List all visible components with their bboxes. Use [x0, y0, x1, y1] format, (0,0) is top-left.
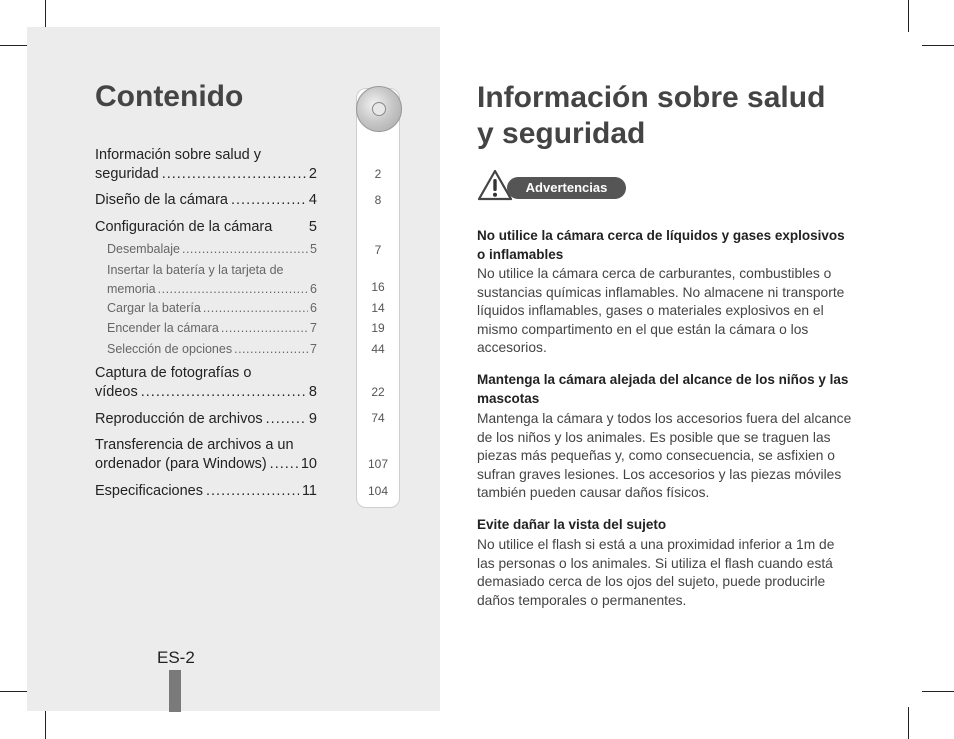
toc-entry-label: Diseño de la cámara — [95, 192, 228, 208]
toc-entry-label: seguridad — [95, 166, 159, 182]
toc-subentry[interactable] — [107, 319, 317, 338]
crop-mark — [922, 691, 954, 692]
section-title — [477, 80, 825, 152]
toc-entry-page: 9 — [308, 411, 317, 427]
section-title-line: y seguridad — [477, 117, 646, 150]
side-page-number: 107 — [367, 457, 389, 471]
toc-subentry[interactable] — [107, 240, 317, 259]
toc-entry-label: Desembalaje — [107, 242, 180, 256]
toc-entry-label: Captura de fotografías o — [95, 365, 252, 381]
crop-mark — [908, 707, 909, 739]
side-page-number: 104 — [367, 484, 389, 498]
toc-entry[interactable] — [95, 146, 317, 184]
toc-entry-page: 6 — [310, 282, 317, 296]
side-page-number: 74 — [371, 411, 385, 425]
warning-label: Advertencias — [507, 177, 626, 199]
side-page-number: 22 — [371, 385, 385, 399]
toc-entry-page: 2 — [308, 166, 317, 182]
toc-entry-page: 7 — [310, 342, 317, 356]
toc-entry[interactable] — [95, 191, 317, 210]
toc-entry-page: 8 — [308, 384, 317, 400]
section-heading: Mantenga la cámara alejada del alcance de los niños y las mascotas — [477, 372, 849, 406]
page-index-strip — [356, 88, 400, 508]
page-title: Contenido — [95, 80, 244, 113]
toc-entry-page: 7 — [310, 321, 317, 335]
toc-entry-label: ordenador (para Windows) — [95, 456, 267, 472]
toc-entry[interactable] — [95, 482, 317, 501]
side-page-number: 14 — [371, 301, 385, 315]
toc-entry-page: 10 — [300, 456, 317, 472]
section-body: No utilice el flash si está a una proximidad inferior a 1m de las personas o los animales. Si utiliza el flash cuando está demasiado cerca de los ojos del sujeto, puede producirle daños temporales o permanentes. — [477, 537, 835, 608]
toc-entry-label: Configuración de la cámara — [95, 219, 273, 235]
page-marker-bar — [169, 670, 181, 712]
section-body: Mantenga la cámara y todos los accesorios fuera del alcance de los niños y los animales. Es posible que se traguen las piezas más pequeñas y, como consecuencia, se asfixien o sufran graves lesiones. Los accesorios y las piezas móviles también pueden causar daños físicos. — [477, 411, 852, 500]
toc-entry-page: 5 — [308, 219, 317, 235]
toc-entry-page: 11 — [301, 483, 317, 499]
toc-entry-label: Cargar la batería — [107, 301, 201, 315]
section-body: No utilice la cámara cerca de carburantes, combustibles o sustancias químicas inflamables. No almacene ni transporte líquidos inflamables, gases o materiales explosivos en el mismo compartimento en el que están la cámara o los accesorios. — [477, 266, 845, 355]
side-page-number: 16 — [371, 280, 385, 294]
side-page-number: 8 — [374, 193, 382, 207]
toc-entry-page: 6 — [310, 301, 317, 315]
side-page-number: 44 — [371, 342, 385, 356]
section-heading: Evite dañar la vista del sujeto — [477, 517, 667, 532]
toc-entry-label: Transferencia de archivos a un — [95, 437, 294, 453]
toc-entry-page: 4 — [308, 192, 317, 208]
section-heading: No utilice la cámara cerca de líquidos y gases explosivos o inflamables — [477, 228, 845, 262]
crop-mark — [45, 707, 46, 739]
toc-entry-label: Selección de opciones — [107, 342, 233, 356]
toc-entry[interactable] — [95, 218, 317, 237]
side-page-number: 2 — [374, 167, 382, 181]
toc-entry-page: 5 — [310, 242, 317, 256]
crop-mark — [922, 45, 954, 46]
toc-subentry[interactable] — [107, 261, 317, 299]
toc-entry-label: memoria — [107, 282, 156, 296]
toc-entry-label: Información sobre salud y — [95, 147, 262, 163]
section-title-line: Información sobre salud — [477, 81, 826, 114]
page-number: ES-2 — [157, 648, 195, 667]
side-page-number: 7 — [374, 243, 382, 257]
toc-subentry[interactable] — [107, 340, 317, 359]
toc-entry-label: Encender la cámara — [107, 321, 219, 335]
toc-entry-label: Especificaciones — [95, 483, 203, 499]
toc-entry[interactable] — [95, 364, 317, 402]
toc-entry-label: Insertar la batería y la tarjeta de — [107, 263, 284, 277]
toc-entry[interactable] — [95, 410, 317, 429]
toc-subentry[interactable] — [107, 299, 317, 318]
toc-entry-label: Reproducción de archivos — [95, 411, 263, 427]
crop-mark — [908, 0, 909, 32]
side-page-number: 19 — [371, 321, 385, 335]
disc-hole — [372, 102, 386, 116]
toc-entry-label: vídeos — [95, 384, 138, 400]
toc-entry[interactable] — [95, 436, 317, 474]
